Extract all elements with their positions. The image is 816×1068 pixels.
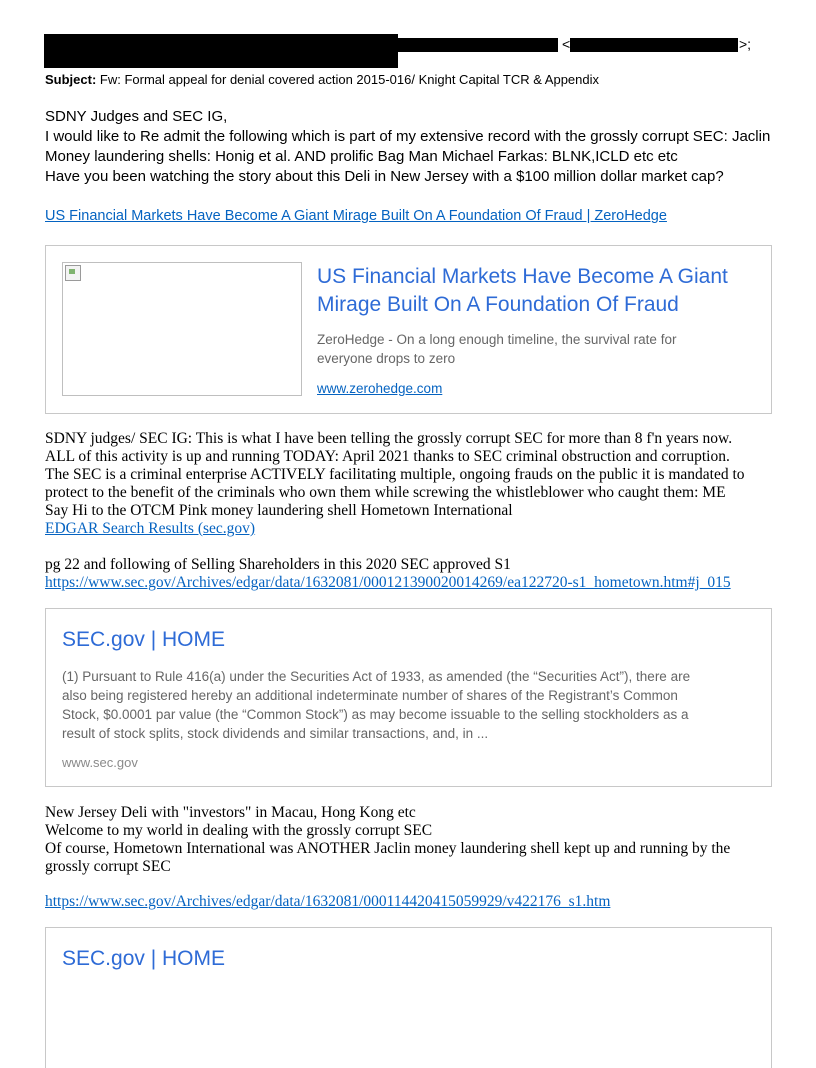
body-line: ALL of this activity is up and running TODAY: April 2021 thanks to SEC criminal obstruction and corruption.: [45, 448, 730, 465]
body-line: Of course, Hometown International was ANOTHER Jaclin money laundering shell kept up and running by the: [45, 840, 731, 857]
link-preview-card-zerohedge[interactable]: [45, 245, 772, 414]
body-line: Say Hi to the OTCM Pink money laundering shell Hometown International: [45, 502, 513, 519]
card-description-line: ZeroHedge - On a long enough timeline, the survival rate for: [317, 332, 677, 347]
subject-text: Fw: Formal appeal for denial covered action 2015-016/ Knight Capital TCR & Appendix: [96, 72, 600, 87]
card-description-line: everyone drops to zero: [317, 351, 456, 366]
card-title-line: US Financial Markets Have Become A Giant: [317, 265, 728, 288]
body-line: pg 22 and following of Selling Shareholders in this 2020 SEC approved S1: [45, 556, 511, 573]
body-line: New Jersey Deli with "investors" in Macau, Hong Kong etc: [45, 804, 416, 821]
card-title[interactable]: [317, 263, 728, 319]
intro-line: Money laundering shells: Honig et al. AND prolific Bag Man Michael Farkas: BLNK,ICLD etc etc: [45, 148, 678, 165]
card-title[interactable]: SEC.gov | HOME: [62, 628, 225, 651]
zerohedge-article-link[interactable]: US Financial Markets Have Become A Giant Mirage Built On A Foundation Of Fraud | ZeroHedge: [45, 208, 667, 224]
subject-label: Subject:: [45, 72, 97, 87]
card-description-line: also being registered hereby an additional indeterminate number of shares of the Registrant’s Common: [62, 688, 678, 703]
intro-line: I would like to Re admit the following which is part of my extensive record with the grossly corrupt SEC: Jaclin: [45, 128, 771, 145]
intro-paragraph: [45, 107, 770, 187]
card-title-line: Mirage Built On A Foundation Of Fraud: [317, 293, 679, 316]
body-line: Welcome to my world in dealing with the grossly corrupt SEC: [45, 822, 433, 839]
link-preview-card-sec[interactable]: [45, 608, 772, 787]
edgar-search-link[interactable]: EDGAR Search Results (sec.gov): [45, 520, 256, 537]
body-paragraph: [45, 556, 731, 592]
card-description: [62, 667, 690, 743]
card-domain: www.sec.gov: [62, 755, 138, 770]
body-line: SDNY judges/ SEC IG: This is what I have been telling the grossly corrupt SEC for more than 8 f'n years now.: [45, 430, 733, 447]
card-description-line: Stock, $0.0001 par value (the “Common Stock”) as may become issuable to the selling stockholders as a: [62, 707, 689, 722]
body-paragraph: [45, 430, 745, 538]
sec-s1-2015-link[interactable]: https://www.sec.gov/Archives/edgar/data/1632081/000114420415059929/v422176_s1.htm: [45, 893, 611, 910]
broken-image-icon: [65, 265, 81, 281]
preview-image: [62, 262, 302, 396]
sec-s1-2020-link[interactable]: https://www.sec.gov/Archives/edgar/data/1632081/000121390020014269/ea122720-s1_hometown.htm#j_015: [45, 574, 731, 591]
body-paragraph: [45, 804, 730, 876]
intro-line: SDNY Judges and SEC IG,: [45, 108, 228, 125]
link-preview-card-sec-2[interactable]: [45, 927, 772, 1068]
email-subject: [45, 72, 599, 87]
redaction-block: [570, 38, 738, 52]
card-description-line: result of stock splits, stock dividends and similar transactions, and, in ...: [62, 726, 489, 741]
card-url-link[interactable]: www.zerohedge.com: [317, 381, 443, 396]
body-line: protect to the benefit of the criminals who own them while screwing the whistleblower who caught them: ME: [45, 484, 726, 501]
card-description-line: (1) Pursuant to Rule 416(a) under the Securities Act of 1933, as amended (the “Securities Act”), there are: [62, 669, 691, 684]
card-title[interactable]: SEC.gov | HOME: [62, 947, 225, 970]
card-description: [317, 330, 676, 368]
body-line: grossly corrupt SEC: [45, 858, 171, 875]
email-angle-open: <: [562, 36, 571, 52]
redaction-block: [44, 34, 398, 68]
intro-line: Have you been watching the story about this Deli in New Jersey with a $100 million dollar market cap?: [45, 168, 724, 185]
email-angle-close: >;: [739, 36, 752, 52]
body-line: The SEC is a criminal enterprise ACTIVELY facilitating multiple, ongoing frauds on the public it is mandated to: [45, 466, 745, 483]
redaction-block: [398, 38, 558, 52]
